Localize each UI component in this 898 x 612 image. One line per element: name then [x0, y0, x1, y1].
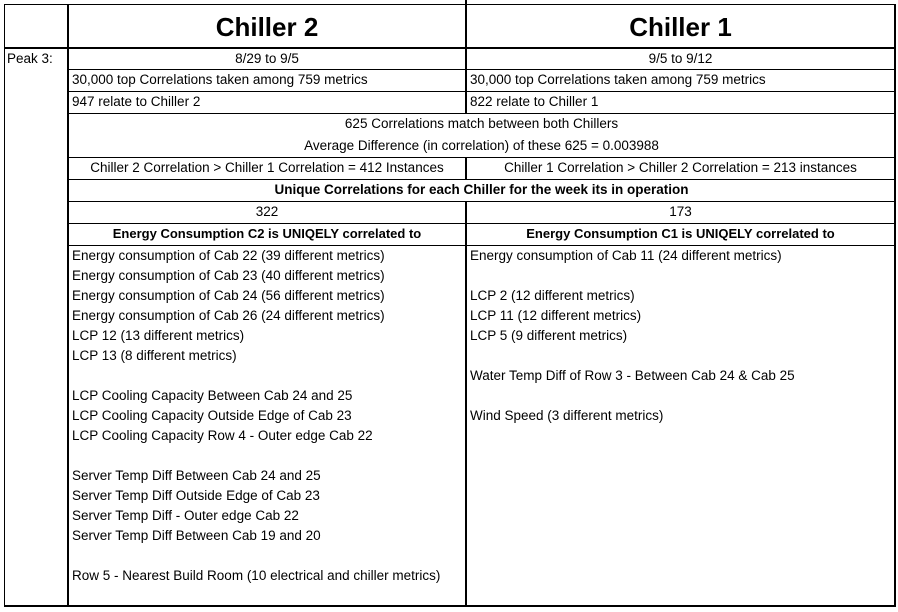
list-item: Server Temp Diff - Outer edge Cab 22 [72, 508, 299, 523]
unique-header-row: Unique Correlations for each Chiller for the week its in operation [274, 182, 689, 197]
list-item [470, 266, 894, 286]
list-item [72, 366, 465, 386]
list-item: Energy consumption of Cab 11 (24 different metrics) [470, 248, 782, 263]
list-item: Energy consumption of Cab 23 (40 different metrics) [72, 268, 385, 283]
grid-line [894, 4, 896, 607]
matches-row: 625 Correlations match between both Chillers [344, 116, 619, 131]
chiller1-title: Chiller 1 [629, 12, 732, 42]
chiller1-relate: 822 relate to Chiller 1 [470, 94, 599, 109]
chiller2-title: Chiller 2 [215, 12, 319, 42]
list-item: Row 5 - Nearest Build Room (10 electrical and chiller metrics) [72, 568, 441, 583]
chiller1-dates: 9/5 to 9/12 [648, 51, 713, 66]
list-item: LCP 11 (12 different metrics) [470, 308, 642, 323]
grid-line [4, 605, 896, 607]
average-difference-row: Average Difference (in correlation) of these 625 = 0.003988 [304, 138, 659, 153]
list-item: LCP Cooling Capacity Between Cab 24 and 25 [72, 388, 353, 403]
list-item: Server Temp Diff Outside Edge of Cab 23 [72, 488, 320, 503]
grid-line [4, 4, 5, 607]
chiller2-correlations-taken: 30,000 top Correlations taken among 759 metrics [72, 72, 368, 87]
list-item: LCP 2 (12 different metrics) [470, 288, 635, 303]
list-item [72, 446, 465, 466]
chiller2-dates: 8/29 to 9/5 [235, 51, 299, 66]
list-item: Server Temp Diff Between Cab 24 and 25 [72, 468, 321, 483]
chiller2-items-list [69, 246, 465, 586]
list-item [470, 386, 894, 406]
list-item: Energy consumption of Cab 24 (56 different metrics) [72, 288, 385, 303]
chiller1-correlations-taken: 30,000 top Correlations taken among 759 metrics [470, 72, 766, 87]
chiller2-comparison: Chiller 2 Correlation > Chiller 1 Correlation = 412 Instances [90, 160, 444, 175]
list-item: Water Temp Diff of Row 3 - Between Cab 24 & Cab 25 [470, 368, 795, 383]
list-item: Energy consumption of Cab 22 (39 different metrics) [72, 248, 385, 263]
chiller2-uniquely-header: Energy Consumption C2 is UNIQELY correlated to [112, 226, 422, 241]
list-item: LCP Cooling Capacity Row 4 - Outer edge Cab 22 [72, 428, 373, 443]
chiller1-unique-count: 173 [669, 204, 692, 219]
list-item: LCP Cooling Capacity Outside Edge of Cab 23 [72, 408, 352, 423]
list-item: LCP 13 (8 different metrics) [72, 348, 237, 363]
list-item: Wind Speed (3 different metrics) [470, 408, 664, 423]
chiller1-comparison: Chiller 1 Correlation > Chiller 2 Correlation = 213 instances [504, 160, 857, 175]
chiller1-items-list [467, 246, 894, 426]
chiller2-unique-count: 322 [255, 204, 279, 219]
list-item: LCP 12 (13 different metrics) [72, 328, 245, 343]
list-item: Server Temp Diff Between Cab 19 and 20 [72, 528, 321, 543]
list-item [72, 546, 465, 566]
chiller2-relate: 947 relate to Chiller 2 [72, 94, 201, 109]
peak-label: Peak 3: [7, 51, 53, 66]
list-item: LCP 5 (9 different metrics) [470, 328, 628, 343]
list-item: Energy consumption of Cab 26 (24 different metrics) [72, 308, 385, 323]
list-item [470, 346, 894, 366]
chiller1-uniquely-header: Energy Consumption C1 is UNIQELY correlated to [526, 226, 835, 241]
